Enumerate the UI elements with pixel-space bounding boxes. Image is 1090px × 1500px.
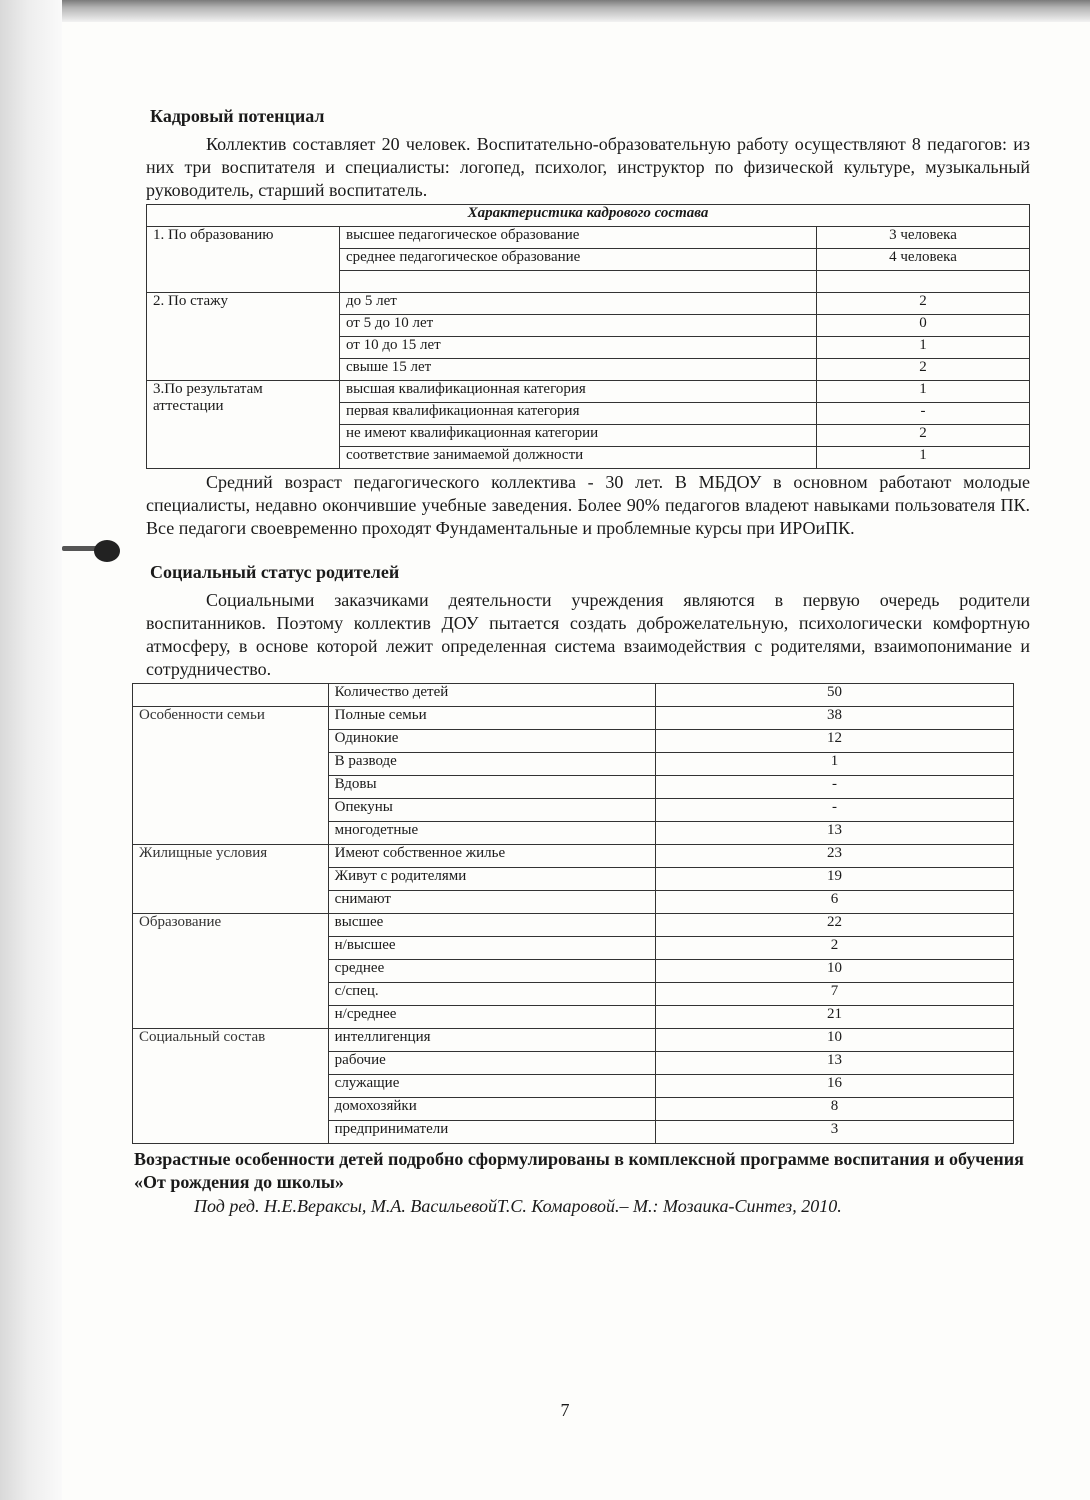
staff-value xyxy=(817,271,1030,293)
staff-value: 2 xyxy=(817,359,1030,381)
parents-item: Живут с родителями xyxy=(328,868,655,891)
staff-value: 1 xyxy=(817,447,1030,469)
staff-paragraph: Коллектив составляет 20 человек. Воспитательно-образовательную работу осуществляют 8 педагогов: из них три воспитателя и специалисты: логопед, психолог, инструктор по физической культуре, музыкальный руководитель, старший воспитатель. xyxy=(146,134,1030,200)
scan-left-edge xyxy=(0,0,62,1500)
parents-value: 50 xyxy=(656,684,1014,707)
parents-item: Количество детей xyxy=(328,684,655,707)
parents-value: 38 xyxy=(656,707,1014,730)
section-title-staff: Кадровый потенциал xyxy=(150,106,325,126)
parents-item: интеллигенция xyxy=(328,1029,655,1052)
parents-item: с/спец. xyxy=(328,983,655,1006)
parents-value: 23 xyxy=(656,845,1014,868)
punch-hole xyxy=(94,540,120,562)
parents-value: 10 xyxy=(656,1029,1014,1052)
staff-value: 2 xyxy=(817,293,1030,315)
page-content xyxy=(134,106,1030,1217)
section-title-parents: Социальный статус родителей xyxy=(150,562,400,582)
parents-value: 16 xyxy=(656,1075,1014,1098)
parents-value: 21 xyxy=(656,1006,1014,1029)
staff-value: 3 человека xyxy=(817,227,1030,249)
staff-item: высшая квалификационная категория xyxy=(340,381,817,403)
parents-group-label: Особенности семьи xyxy=(133,707,329,845)
table-row xyxy=(133,1029,1014,1052)
parents-item: снимают xyxy=(328,891,655,914)
staff-value: 1 xyxy=(817,337,1030,359)
parents-item: рабочие xyxy=(328,1052,655,1075)
staff-item: до 5 лет xyxy=(340,293,817,315)
staff-group-label: 1. По образованию xyxy=(147,227,340,293)
parents-value: 3 xyxy=(656,1121,1014,1144)
page-number: 7 xyxy=(560,1400,570,1420)
staff-item: свыше 15 лет xyxy=(340,359,817,381)
parents-value: 19 xyxy=(656,868,1014,891)
table-row xyxy=(147,381,1030,403)
parents-value: 7 xyxy=(656,983,1014,1006)
parents-item: Полные семьи xyxy=(328,707,655,730)
parents-item: служащие xyxy=(328,1075,655,1098)
closing-statement: Возрастные особенности детей подробно сформулированы в комплексной программе воспитания и обучения «От рождения до школы» xyxy=(134,1149,1024,1192)
staff-item: среднее педагогическое образование xyxy=(340,249,817,271)
staff-value: 0 xyxy=(817,315,1030,337)
table-row xyxy=(133,684,1014,707)
parents-group-label: Социальный состав xyxy=(133,1029,329,1144)
staff-item: соответствие занимаемой должности xyxy=(340,447,817,469)
parents-paragraph: Социальными заказчиками деятельности учреждения являются в первую очередь родители воспитанников. Поэтому коллектив ДОУ пытается создать доброжелательную, психологически комфортную атмосферу, в основе которой лежит определенная система взаимодействия с родителями, взаимопонимание и сотрудничество. xyxy=(146,590,1030,679)
parents-value: - xyxy=(656,799,1014,822)
parents-group-label xyxy=(133,684,329,707)
staff-item: от 10 до 15 лет xyxy=(340,337,817,359)
table-row xyxy=(133,914,1014,937)
parents-value: 1 xyxy=(656,753,1014,776)
parents-group-label: Жилищные условия xyxy=(133,845,329,914)
parents-item: Имеют собственное жилье xyxy=(328,845,655,868)
parents-value: 12 xyxy=(656,730,1014,753)
table-row xyxy=(133,707,1014,730)
bibliographic-reference: Под ред. Н.Е.Вераксы, М.А. ВасильевойТ.С. Комаровой.– М.: Мозаика-Синтез, 2010. xyxy=(194,1196,842,1216)
parents-value: 13 xyxy=(656,822,1014,845)
parents-value: - xyxy=(656,776,1014,799)
staff-age-paragraph: Средний возраст педагогического коллектива - 30 лет. В МБДОУ в основном работают молодые специалисты, недавно окончившие учебные заведения. Более 90% педагогов владеют навыками пользователя ПК. Все педагоги своевременно проходят Фундаментальные и проблемные курсы при ИРОиПК. xyxy=(146,472,1030,538)
staff-value: - xyxy=(817,403,1030,425)
parents-value: 6 xyxy=(656,891,1014,914)
staff-item: первая квалификационная категория xyxy=(340,403,817,425)
staff-table-caption: Характеристика кадрового состава xyxy=(147,205,1030,227)
staff-item: не имеют квалификационная категории xyxy=(340,425,817,447)
parents-table xyxy=(132,683,1014,1144)
parents-item: высшее xyxy=(328,914,655,937)
parents-item: домохозяйки xyxy=(328,1098,655,1121)
table-row xyxy=(133,845,1014,868)
staff-value: 2 xyxy=(817,425,1030,447)
parents-value: 2 xyxy=(656,937,1014,960)
staff-value: 1 xyxy=(817,381,1030,403)
scan-top-edge xyxy=(0,0,1090,22)
staff-item: от 5 до 10 лет xyxy=(340,315,817,337)
table-row xyxy=(147,293,1030,315)
parents-item: предприниматели xyxy=(328,1121,655,1144)
parents-item: многодетные xyxy=(328,822,655,845)
parents-value: 10 xyxy=(656,960,1014,983)
staff-value: 4 человека xyxy=(817,249,1030,271)
parents-item: Вдовы xyxy=(328,776,655,799)
parents-item: В разводе xyxy=(328,753,655,776)
parents-item: Опекуны xyxy=(328,799,655,822)
parents-group-label: Образование xyxy=(133,914,329,1029)
parents-item: среднее xyxy=(328,960,655,983)
parents-value: 8 xyxy=(656,1098,1014,1121)
parents-value: 22 xyxy=(656,914,1014,937)
parents-item: н/среднее xyxy=(328,1006,655,1029)
staff-item xyxy=(340,271,817,293)
table-row xyxy=(147,227,1030,249)
staff-group-label: 2. По стажу xyxy=(147,293,340,381)
parents-item: н/высшее xyxy=(328,937,655,960)
parents-item: Одинокие xyxy=(328,730,655,753)
staff-group-label: 3.По результатам аттестации xyxy=(147,381,340,469)
staff-table xyxy=(146,204,1030,469)
staff-item: высшее педагогическое образование xyxy=(340,227,817,249)
parents-value: 13 xyxy=(656,1052,1014,1075)
